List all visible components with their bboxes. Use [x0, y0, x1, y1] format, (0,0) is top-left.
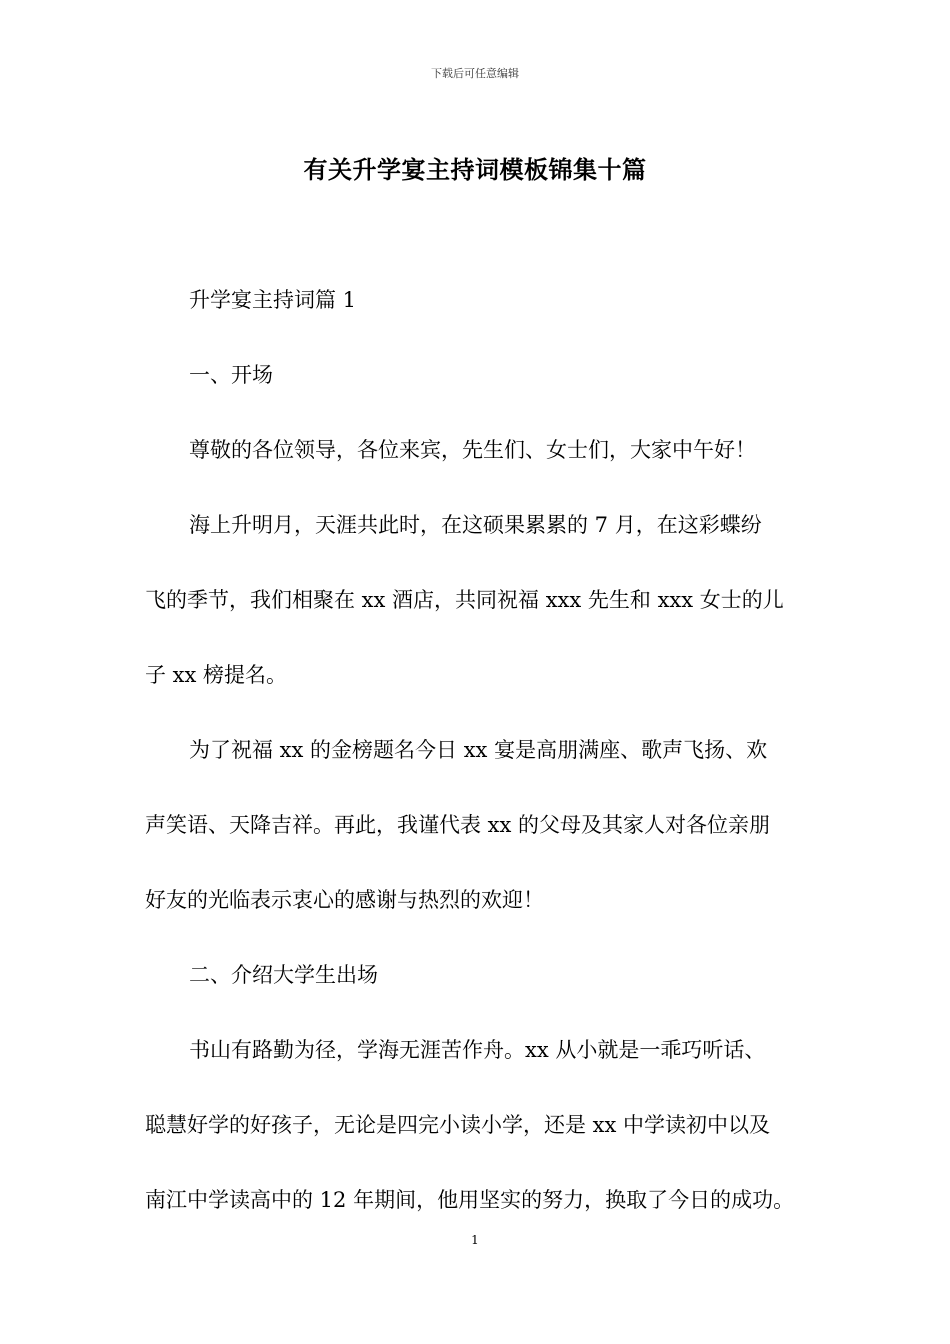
- paragraph-line: 声笑语、天降吉祥。再此，我谨代表 xx 的父母及其家人对各位亲朋: [145, 813, 771, 837]
- paragraph-welcome-text: [145, 732, 815, 769]
- paragraph-continuation: [145, 657, 815, 694]
- paragraph-line: 飞的季节，我们相聚在 xx 酒店，共同祝福 xxx 先生和 xxx 女士的儿: [145, 588, 784, 612]
- paragraph-introduction-text: [145, 1032, 815, 1069]
- paragraph-continuation: [145, 807, 815, 844]
- paragraph-line: 升学宴主持词篇 1: [189, 288, 357, 312]
- paragraph-continuation: [145, 582, 815, 619]
- paragraph-continuation: [145, 882, 815, 919]
- paragraph-line: 南江中学读高中的 12 年期间，他用坚实的努力，换取了今日的成功。: [145, 1188, 795, 1212]
- paragraph-continuation: [145, 1182, 815, 1219]
- paragraph-line: 子 xx 榜提名。: [145, 663, 288, 687]
- page-number: 1: [471, 1233, 479, 1247]
- paragraph-line: 聪慧好学的好孩子，无论是四完小读小学，还是 xx 中学读初中以及: [145, 1113, 771, 1137]
- paragraph-greeting: [145, 432, 815, 469]
- paragraph-line: 好友的光临表示衷心的感谢与热烈的欢迎！: [145, 888, 544, 912]
- paragraph-section-heading: [145, 282, 815, 319]
- document-title: 有关升学宴主持词模板锦集十篇: [303, 155, 647, 184]
- paragraph-line: 尊敬的各位领导，各位来宾，先生们、女士们，大家中午好！: [189, 438, 756, 462]
- document-body: [145, 282, 815, 1257]
- paragraph-line: 为了祝福 xx 的金榜题名今日 xx 宴是高朋满座、歌声飞扬、欢: [189, 738, 768, 762]
- paragraph-heading-introduction: [145, 957, 815, 994]
- paragraph-opening-text: [145, 507, 815, 544]
- paragraph-line: 海上升明月，天涯共此时，在这硕果累累的 7 月，在这彩蝶纷: [189, 513, 762, 537]
- header-note: 下载后可任意编辑: [431, 67, 519, 80]
- paragraph-line: 书山有路勤为径，学海无涯苦作舟。xx 从小就是一乖巧听话、: [189, 1038, 766, 1062]
- paragraph-line: 一、开场: [189, 363, 273, 387]
- paragraph-continuation: [145, 1107, 815, 1144]
- paragraph-heading-opening: [145, 357, 815, 394]
- paragraph-line: 二、介绍大学生出场: [189, 963, 378, 987]
